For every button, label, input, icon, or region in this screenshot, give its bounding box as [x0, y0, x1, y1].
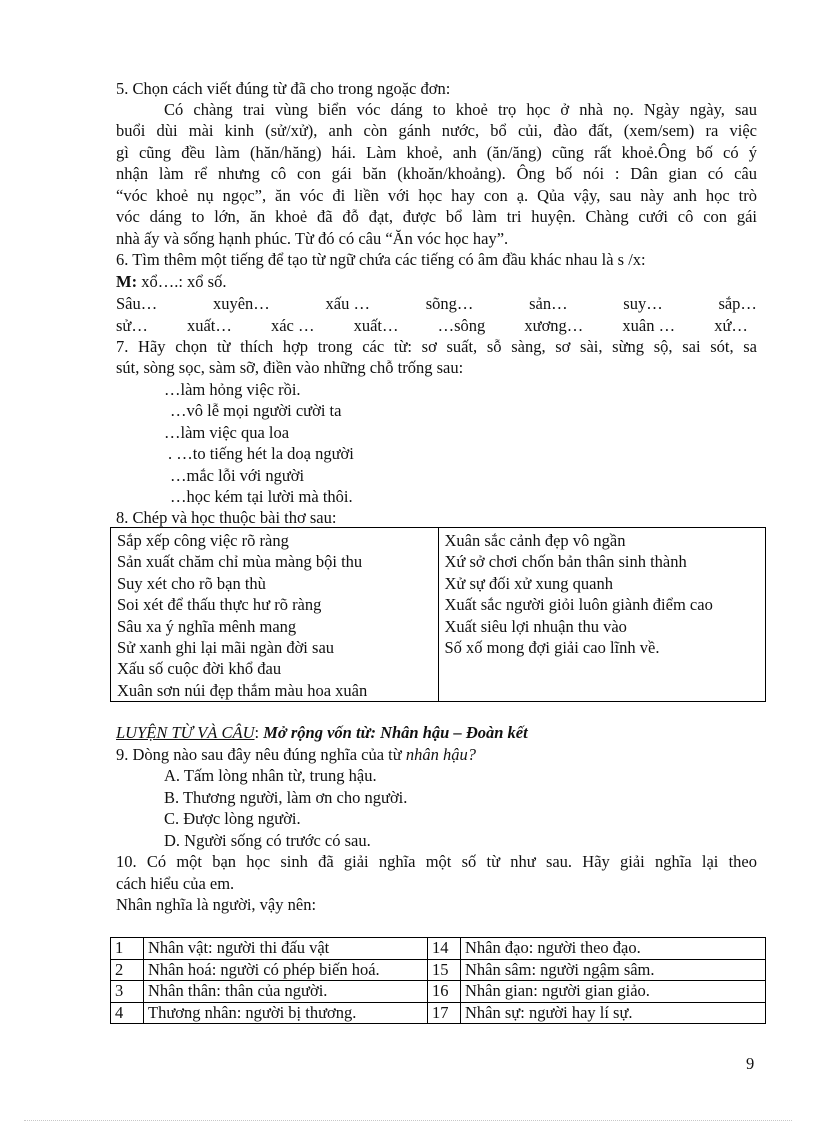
word-cell: Nhân hoá: người có phép biến hoá. — [144, 959, 428, 981]
word-cell: Nhân vật: người thi đấu vật — [144, 938, 428, 960]
q7-item: …học kém tại lười mà thôi. — [170, 487, 353, 506]
q6-word: sử… — [116, 316, 148, 335]
poem-line: Xứ sở chơi chốn bản thân sinh thành — [444, 552, 687, 572]
q6-word: sõng… — [425, 294, 474, 313]
table-row — [111, 981, 766, 1003]
q6-heading: 6. Tìm thêm một tiếng để tạo từ ngữ chứa các tiếng có âm đầu khác nhau là s /x: — [116, 250, 646, 269]
q6-word: xác … — [270, 316, 315, 335]
q8-heading: 8. Chép và học thuộc bài thơ sau: — [116, 508, 337, 527]
q6-example-label: M: — [116, 272, 138, 291]
q10-line-3: Nhân nghĩa là người, vậy nên: — [116, 895, 317, 914]
q9-option-d: D. Người sống có trước có sau. — [164, 831, 371, 850]
q10-line-2: cách hiểu của em. — [116, 874, 235, 893]
q9-heading-text: 9. Dòng nào sau đây nêu đúng nghĩa của từ — [116, 745, 406, 764]
word-meaning-table — [110, 937, 766, 1024]
page-number: 9 — [746, 1054, 755, 1073]
q5-line-1: Có chàng trai vùng biển vóc dáng to khoẻ trọ học ở nhà nọ. Ngày ngày, sau — [164, 100, 757, 119]
poem-line: Xử sự đối xử xung quanh — [444, 573, 613, 593]
q9-option-a: A. Tấm lòng nhân từ, trung hậu. — [164, 766, 377, 785]
q7-item: . …to tiếng hét la doạ người — [168, 444, 354, 463]
q6-word: Sâu… — [116, 294, 158, 313]
poem-line: Sâu xa ý nghĩa mênh mang — [117, 616, 297, 636]
table-row — [111, 959, 766, 981]
q5-heading: 5. Chọn cách viết đúng từ đã cho trong ngoặc đơn: — [116, 79, 451, 98]
q7-heading-line-2: sút, sòng sọc, sàm sỡ, điền vào những chỗ trống sau: — [116, 358, 464, 377]
q7-item: …làm việc qua loa — [164, 423, 290, 442]
section-colon: : — [254, 723, 264, 742]
q5-line-5: “vóc khoẻ nụ ngọc”, ăn vóc đi liền với học hay con ạ. Qủa vậy, sau này anh học trò — [116, 186, 757, 205]
poem-line: Sử xanh ghi lại mãi ngàn đời sau — [117, 637, 335, 657]
row-number: 2 — [111, 959, 144, 981]
row-number: 15 — [428, 959, 461, 981]
q6-word: sắp… — [718, 294, 757, 313]
q6-word: xương… — [524, 316, 584, 335]
row-number: 3 — [111, 981, 144, 1003]
poem-line: Xuất siêu lợi nhuận thu vào — [444, 616, 627, 636]
q9-option-c: C. Được lòng người. — [164, 809, 301, 828]
q9-heading-italic: nhân hậu? — [405, 745, 476, 764]
poem-right-column — [438, 528, 766, 702]
q5-line-2: buổi dùi mài kinh (sử/xử), anh còn gánh nước, bổ củi, đào đất, (xem/sem) ra việc — [116, 121, 757, 140]
q6-word: xuyên… — [212, 294, 270, 313]
q6-example — [116, 271, 226, 292]
poem-left-column — [111, 528, 439, 702]
q6-word: …sông — [437, 316, 486, 335]
poem-table — [110, 527, 766, 702]
row-number: 17 — [428, 1002, 461, 1024]
poem-line: Sản xuất chăm chỉ mùa màng bội thu — [117, 552, 363, 572]
q5-line-3: gì cũng đều làm (hăn/hăng) hái. Làm khoẻ, anh (ăn/ăng) cũng rất khoẻ.Ông bố có ý — [116, 143, 757, 162]
q5-last-line: nhà ấy và sống hạnh phúc. Từ đó có câu “Ăn vóc học hay”. — [116, 229, 509, 248]
row-number: 14 — [428, 938, 461, 960]
poem-line: Xuân sơn núi đẹp thắm màu hoa xuân — [117, 680, 368, 700]
q9-heading — [116, 744, 476, 765]
section-title: LUYỆN TỪ VÀ CÂU — [116, 723, 255, 742]
q6-word: xuân … — [622, 316, 676, 335]
q6-word: sản… — [529, 294, 568, 313]
q6-row-1 — [116, 293, 757, 314]
section-heading — [116, 722, 528, 743]
poem-line: Soi xét để thấu thực hư rõ ràng — [117, 595, 322, 615]
poem-line: Xấu số cuộc đời khổ đau — [117, 659, 282, 679]
section-subtitle: Mở rộng vốn từ: Nhân hậu – Đoàn kết — [263, 723, 528, 742]
q7-heading-line-1: 7. Hãy chọn từ thích hợp trong các từ: sơ suất, sỗ sàng, sơ sài, sừng sộ, sai sót, sa — [116, 337, 757, 356]
poem-line: Xuất sắc người giỏi luôn giành điểm cao — [444, 595, 713, 615]
q7-item: …làm hỏng việc rồi. — [164, 380, 301, 399]
word-cell: Nhân sự: người hay lí sự. — [461, 1002, 766, 1024]
poem-line: Số xố mong đợi giải cao lĩnh về. — [444, 637, 660, 657]
footer-divider — [24, 1120, 792, 1121]
q10-line-1: 10. Có một bạn học sinh đã giải nghĩa một số từ như sau. Hãy giải nghĩa lại theo — [116, 852, 757, 871]
poem-line: Suy xét cho rõ bạn thù — [117, 573, 266, 593]
poem-line: Xuân sắc cảnh đẹp vô ngần — [444, 531, 626, 550]
word-cell: Nhân gian: người gian giảo. — [461, 981, 766, 1003]
q7-item: …vô lễ mọi người cười ta — [170, 401, 342, 420]
q6-example-text: xổ….: xổ số. — [137, 272, 227, 291]
q6-word: xấu … — [325, 294, 370, 313]
table-row — [111, 1002, 766, 1024]
row-number: 1 — [111, 938, 144, 960]
q6-word: xuất… — [353, 316, 399, 335]
table-row — [111, 938, 766, 960]
q9-option-b: B. Thương người, làm ơn cho người. — [164, 788, 408, 807]
row-number: 16 — [428, 981, 461, 1003]
q6-word: suy… — [623, 294, 663, 313]
poem-line: Sắp xếp công việc rõ ràng — [117, 531, 289, 550]
q5-line-4: nhận làm rể nhưng cô con gái băn (khoăn/khoảng). Ông bố nói : Dân gian có câu — [116, 164, 757, 183]
word-cell: Nhân thân: thân của người. — [144, 981, 428, 1003]
q7-item: …mắc lỗi với người — [170, 466, 305, 485]
q6-word: xuất… — [186, 316, 232, 335]
word-cell: Nhân đạo: người theo đạo. — [461, 938, 766, 960]
row-number: 4 — [111, 1002, 144, 1024]
word-cell: Nhân sâm: người ngậm sâm. — [461, 959, 766, 981]
q6-word: xứ… — [714, 316, 748, 335]
q6-row-2 — [116, 315, 748, 336]
word-cell: Thương nhân: người bị thương. — [144, 1002, 428, 1024]
q5-line-6: vóc dáng to lớn, ăn khoẻ đã đỗ đạt, được bổ làm tri huyện. Chàng cưới cô con gái — [116, 207, 757, 226]
